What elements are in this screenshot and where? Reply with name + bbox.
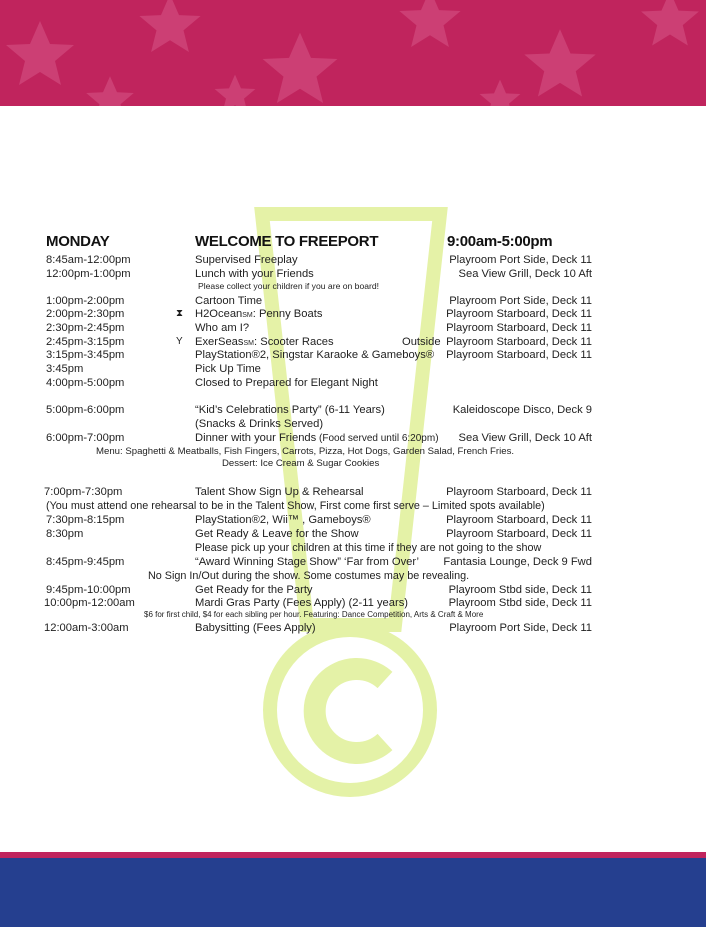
- row-time: 7:30pm-8:15pm: [46, 514, 125, 526]
- row-activity: Cartoon Time: [195, 295, 263, 307]
- schedule-row: [0, 513, 706, 527]
- schedule-row: [0, 403, 706, 417]
- row-activity: Mardi Gras Party (Fees Apply) (2-11 years): [195, 597, 409, 609]
- row-location: Playroom Starboard, Deck 11: [446, 308, 592, 320]
- row-time: 8:45pm-9:45pm: [46, 556, 125, 568]
- menu-note: Menu: Spaghetti & Meatballs, Fish Fingers, Carrots, Pizza, Hot Dogs, Garden Salad, French Fries.: [96, 446, 515, 457]
- row-location: Kaleidoscope Disco, Deck 9: [452, 404, 592, 416]
- row-activity: Who am I?: [195, 322, 250, 334]
- row-activity: Babysitting (Fees Apply): [195, 622, 316, 634]
- row-time: 8:45am-12:00pm: [46, 254, 131, 266]
- activity-detail: (Food served until 6:20pm): [316, 433, 439, 444]
- schedule-row: [0, 596, 706, 610]
- row-location: Playroom Stbd side, Deck 11: [448, 584, 592, 596]
- schedule-row: [0, 253, 706, 267]
- row-time: 3:45pm: [46, 363, 84, 375]
- row-activity: (Snacks & Drinks Served): [195, 418, 324, 430]
- row-time: 6:00pm-7:00pm: [46, 432, 125, 444]
- row-activity: Closed to Prepared for Elegant Night: [195, 377, 378, 389]
- row-time: 3:15pm-3:45pm: [46, 349, 125, 361]
- row-activity: Get Ready for the Party: [195, 584, 313, 596]
- row-location: Playroom Port Side, Deck 11: [449, 295, 592, 307]
- collect-note: Please collect your children if you are on board!: [198, 281, 380, 291]
- schedule-row: [0, 362, 706, 376]
- row-location: Fantasia Lounge, Deck 9 Fwd: [443, 556, 592, 568]
- schedule-row: [0, 583, 706, 597]
- schedule-row: [0, 307, 706, 321]
- row-time: 12:00pm-1:00pm: [46, 268, 131, 280]
- schedule-row: [0, 621, 706, 635]
- schedule-row: [0, 294, 706, 308]
- schedule-row: [0, 376, 706, 390]
- row-location: Sea View Grill, Deck 10 Aft: [458, 432, 592, 444]
- row-location: Playroom Stbd side, Deck 11: [448, 597, 592, 609]
- row-location: Playroom Starboard, Deck 11: [446, 322, 592, 334]
- row-location: Sea View Grill, Deck 10 Aft: [458, 268, 592, 280]
- pickup-note: Please pick up your children at this time if they are not going to the show: [195, 542, 542, 554]
- fees-note: $6 for first child, $4 for each sibling per hour. Featuring: Dance Competition, Arts & Craft & More: [144, 610, 484, 619]
- row-time: 1:00pm-2:00pm: [46, 295, 125, 307]
- row-time: 12:00am-3:00am: [44, 622, 129, 634]
- row-location: Playroom Starboard, Deck 11: [446, 349, 592, 361]
- martini-glass-icon: Y: [176, 336, 183, 347]
- hours-heading: 9:00am-5:00pm: [447, 233, 553, 250]
- row-location: Playroom Port Side, Deck 11: [449, 622, 592, 634]
- activity-name: H2Ocean: [195, 308, 243, 320]
- row-location: Playroom Starboard, Deck 11: [446, 486, 592, 498]
- row-activity: Lunch with your Friends: [195, 268, 314, 280]
- hourglass-icon: ⧗: [176, 308, 184, 319]
- schedule-row: [0, 348, 706, 362]
- row-activity: Talent Show Sign Up & Rehearsal: [195, 486, 364, 498]
- service-mark: SM: [243, 340, 255, 347]
- row-time: 4:00pm-5:00pm: [46, 377, 125, 389]
- schedule-row: [0, 335, 706, 349]
- schedule-row: [0, 527, 706, 541]
- schedule-row: [0, 555, 706, 569]
- row-activity: PlayStation®2, Wii™ , Gameboys®: [195, 514, 371, 526]
- row-time: 8:30pm: [46, 528, 84, 540]
- schedule-row: [0, 267, 706, 281]
- activity-detail: : Penny Boats: [252, 308, 323, 320]
- row-time: 7:00pm-7:30pm: [44, 486, 123, 498]
- row-time: 10:00pm-12:00am: [44, 597, 135, 609]
- row-activity: [195, 431, 439, 446]
- dessert-note: Dessert: Ice Cream & Sugar Cookies: [222, 458, 380, 469]
- row-time: 2:00pm-2:30pm: [46, 308, 125, 320]
- row-location: Playroom Starboard, Deck 11: [446, 336, 592, 348]
- schedule-row: [0, 417, 706, 431]
- row-location: Playroom Starboard, Deck 11: [446, 528, 592, 540]
- row-time: 9:45pm-10:00pm: [46, 584, 131, 596]
- row-time: 2:30pm-2:45pm: [46, 322, 125, 334]
- activity-name: ExerSeas: [195, 336, 244, 348]
- row-activity: Supervised Freeplay: [195, 254, 298, 266]
- schedule-row: [0, 431, 706, 445]
- row-activity: “Award Winning Stage Show” ‘Far from Over’: [195, 556, 420, 568]
- activity-detail: : Scooter Races: [254, 336, 334, 348]
- row-activity: Get Ready & Leave for the Show: [195, 528, 359, 540]
- sign-note: No Sign In/Out during the show. Some costumes may be revealing.: [148, 570, 470, 582]
- service-mark: SM: [242, 312, 253, 319]
- rehearsal-note: (You must attend one rehearsal to be in the Talent Show, First come first serve – Limited spots available): [46, 500, 545, 512]
- row-time: 5:00pm-6:00pm: [46, 404, 125, 416]
- row-extra: Outside: [402, 336, 441, 348]
- day-heading: MONDAY: [46, 233, 110, 250]
- activity-name: Dinner with your Friends: [195, 432, 317, 444]
- row-activity: Pick Up Time: [195, 363, 261, 375]
- row-activity: PlayStation®2, Singstar Karaoke & Gameboys®: [195, 349, 435, 361]
- row-activity: “Kid’s Celebrations Party” (6-11 Years): [195, 404, 385, 416]
- row-time: 2:45pm-3:15pm: [46, 336, 125, 348]
- schedule-row: [0, 485, 706, 499]
- row-location: Playroom Port Side, Deck 11: [449, 254, 592, 266]
- port-heading: WELCOME TO FREEPORT: [195, 233, 379, 250]
- schedule-row: [0, 321, 706, 335]
- row-location: Playroom Starboard, Deck 11: [446, 514, 592, 526]
